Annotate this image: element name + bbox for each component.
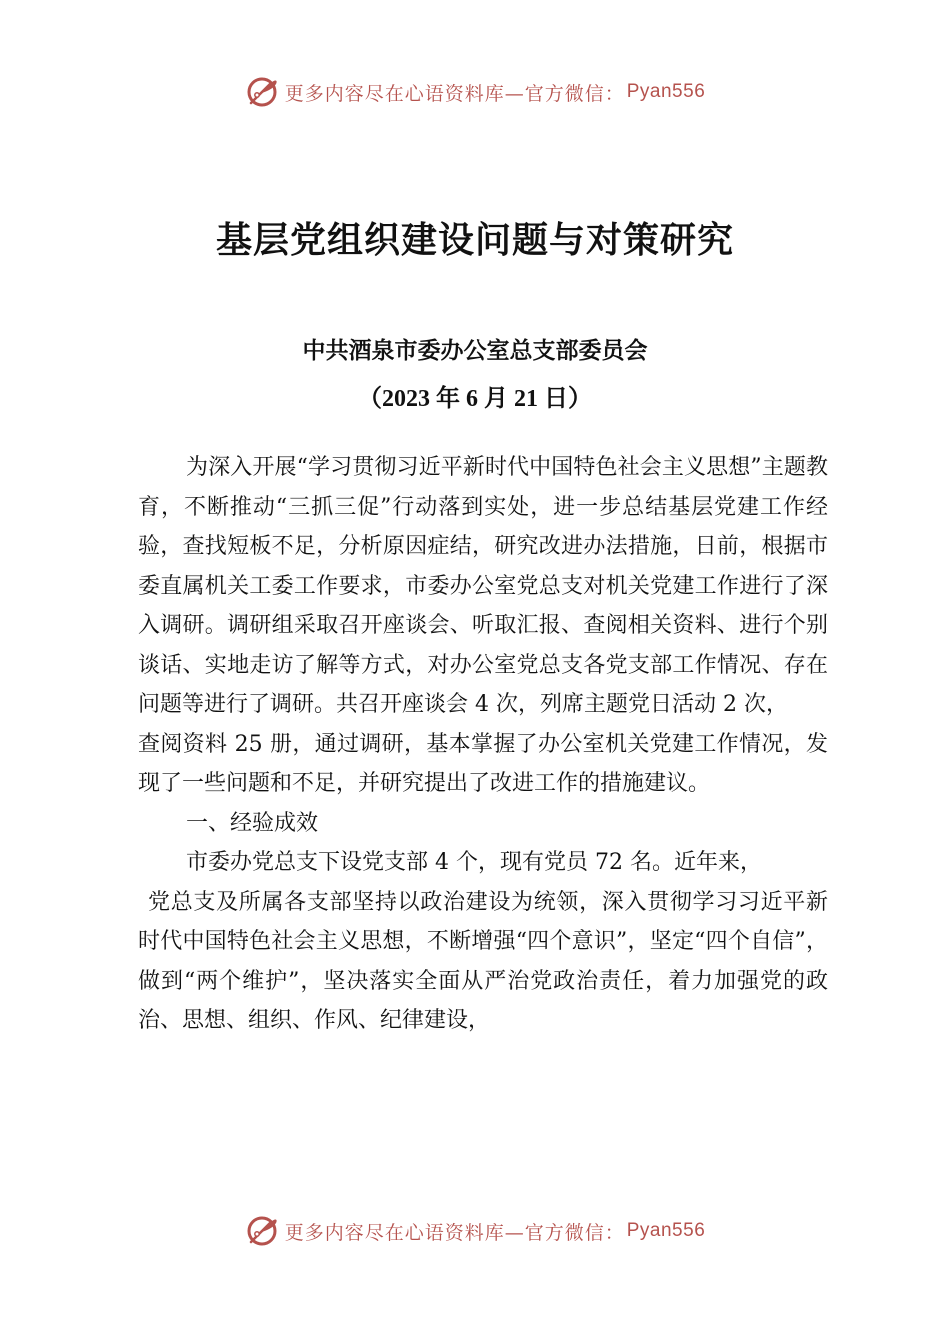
paragraph-intro-continued: 查阅资料 25 册，通过调研，基本掌握了办公室机关党建工作情况，发现了一些问题和不足，并研究提出了改进工作的措施建议。 bbox=[138, 731, 828, 796]
section-heading-experience: 一、经验成效 bbox=[186, 810, 319, 836]
wechat-id: Pyan556 bbox=[626, 81, 706, 102]
banner-text: 更多内容尽在心语资料库—官方微信： bbox=[284, 1221, 625, 1244]
paragraph-branch-overview-first-line: 市委办党总支下设党支部 4 个，现有党员 72 名。近年来， bbox=[186, 850, 762, 875]
paragraph-branch-overview: 党总支及所属各支部坚持以政治建设为统领，深入贯彻学习习近平新时代中国特色社会主义思想，不断增强“四个意识”，坚定“四个自信”，做到“两个维护”，坚决落实全面从严治党政治责任，着力加强党的政治、思想、组织、作风、纪律建设， bbox=[138, 889, 828, 1033]
paragraph-intro: 为深入开展“学习贯彻习近平新时代中国特色社会主义思想”主题教育，不断推动“三抓三促”行动落到实处，进一步总结基层党建工作经验，查找短板不足，分析原因症结，研究改进办法措施，日前，根据市委直属机关工委工作要求，市委办公室党总支对机关党建工作进行了深入调研。调研组采取召开座谈会、听取汇报、查阅相关资料、进行个别谈话、实地走访了解等方式，对办公室党总支各党支部工作情况、存在问题等进行了调研。共召开座谈会 4 次，列席主题党日活动 2 次， bbox=[138, 455, 828, 717]
watermark-banner-bottom bbox=[0, 1211, 950, 1251]
document-body bbox=[138, 448, 828, 1041]
author-organization: 中共酒泉市委办公室总支部委员会 bbox=[302, 338, 648, 364]
watermark-banner-top bbox=[0, 72, 950, 112]
wechat-id: Pyan556 bbox=[626, 1220, 706, 1241]
document-title: 基层党组织建设问题与对策研究 bbox=[215, 219, 734, 261]
banner-text: 更多内容尽在心语资料库—官方微信： bbox=[284, 82, 625, 105]
document-date: （2023 年 6 月 21 日） bbox=[358, 386, 592, 412]
quill-logo-icon bbox=[245, 75, 279, 109]
quill-logo-icon bbox=[245, 1214, 279, 1248]
